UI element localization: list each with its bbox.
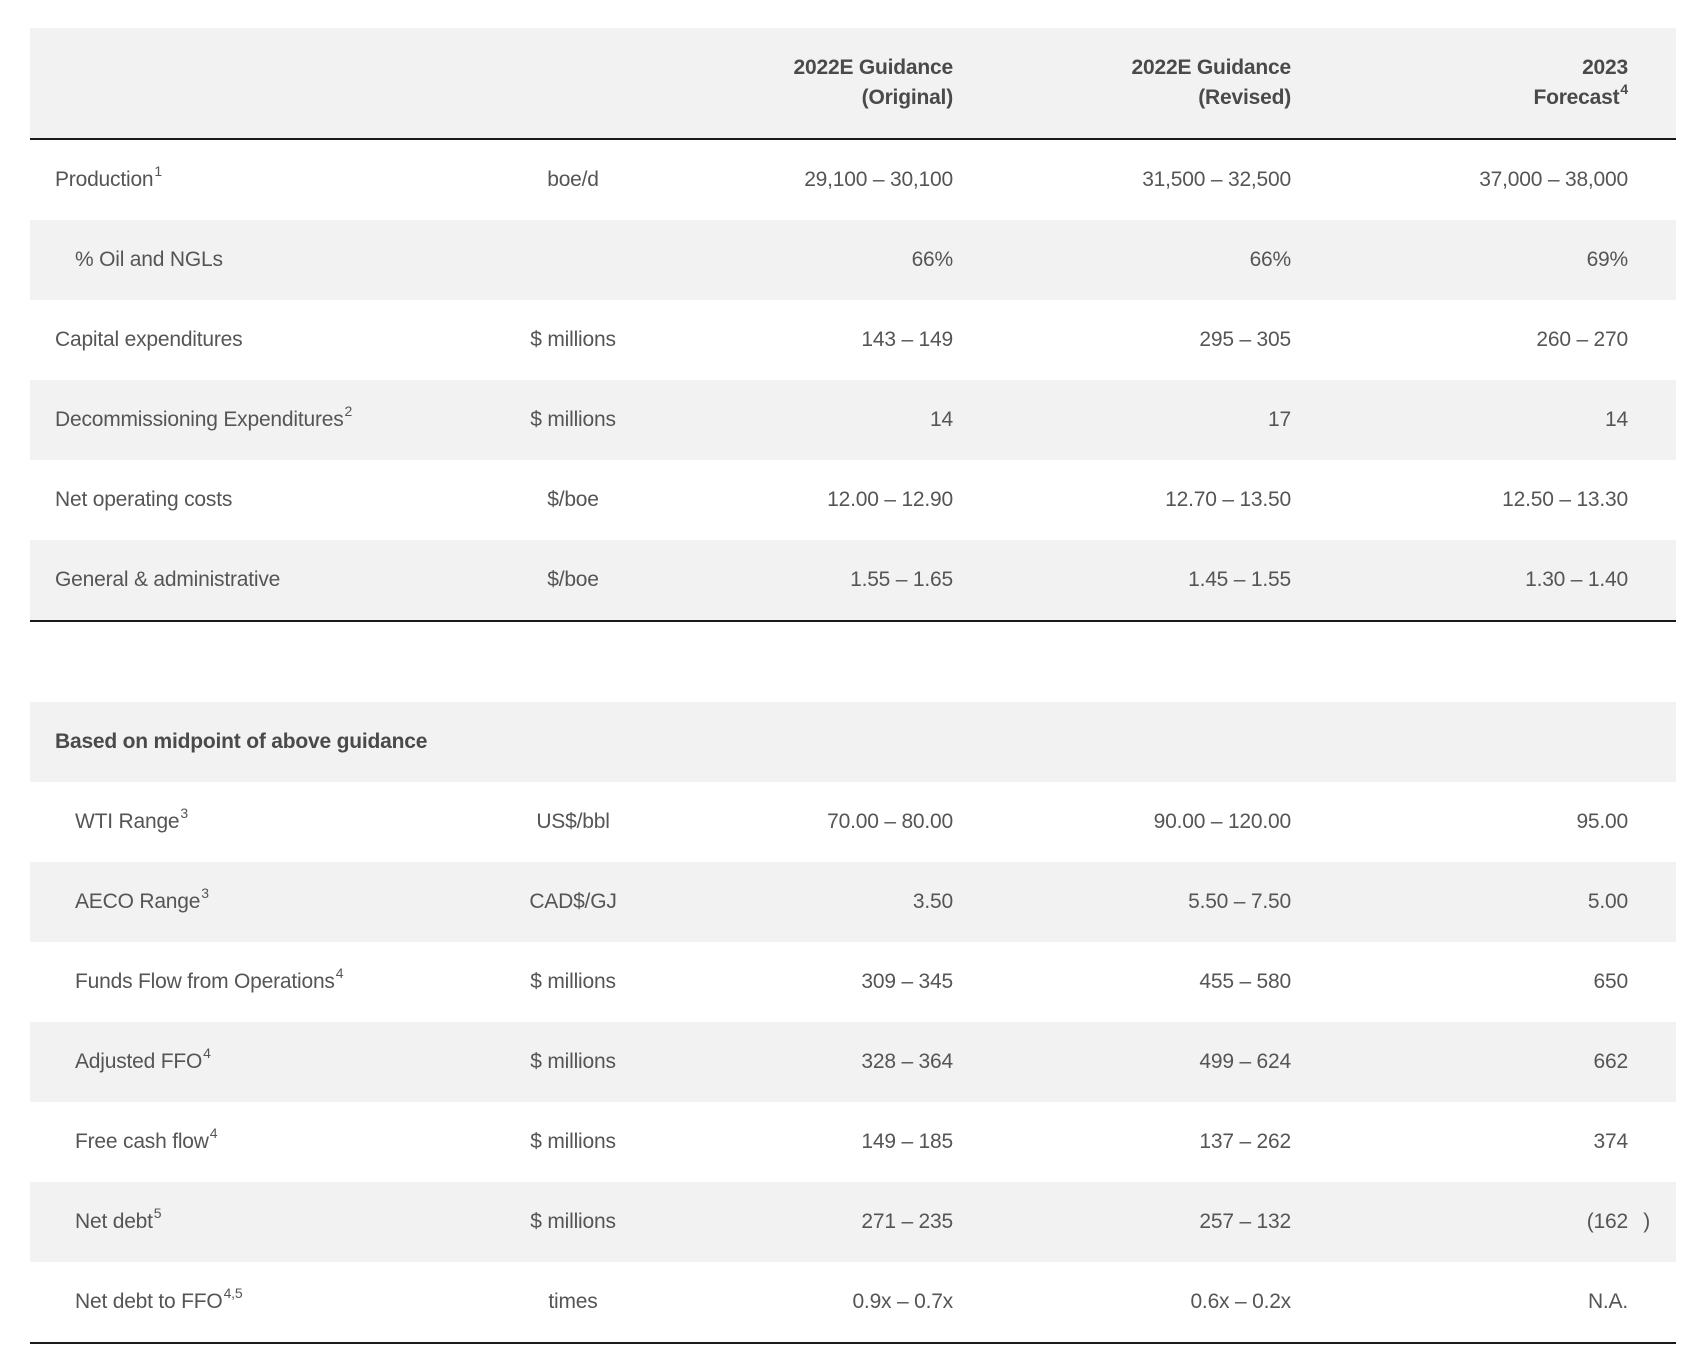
row-label: Decommissioning Expenditures$^2$ <box>30 380 470 460</box>
header-unit-cell <box>470 28 676 139</box>
table-row <box>30 782 1676 862</box>
row-revised: 0.6x – 0.2x <box>953 1262 1291 1343</box>
row-label: AECO Range$^3$ <box>30 862 470 942</box>
row-revised: 295 – 305 <box>953 300 1291 380</box>
row-unit: times <box>470 1262 676 1343</box>
row-unit: $ millions <box>470 380 676 460</box>
table-row <box>30 942 1676 1022</box>
row-original: 1.55 – 1.65 <box>676 540 953 621</box>
header-label-cell <box>30 28 470 139</box>
table-row <box>30 540 1676 621</box>
row-forecast: 650 <box>1291 942 1628 1022</box>
footnote-marker: 4,5 <box>223 1285 243 1301</box>
header-revised-line2: (Revised) <box>1198 86 1291 109</box>
row-unit: $/boe <box>470 540 676 621</box>
footnote-marker: 4 <box>209 1125 218 1141</box>
row-revised: 5.50 – 7.50 <box>953 862 1291 942</box>
row-label: % Oil and NGLs <box>30 220 470 300</box>
table-row <box>30 1262 1676 1343</box>
row-revised: 499 – 624 <box>953 1022 1291 1102</box>
table-row <box>30 1182 1676 1262</box>
footnote-marker: 3 <box>201 885 209 901</box>
row-label: General & administrative <box>30 540 470 621</box>
row-pad: ) <box>1628 1182 1676 1262</box>
header-forecast-footnote: 4 <box>1620 81 1628 97</box>
row-pad <box>1628 1022 1676 1102</box>
row-original: 29,100 – 30,100 <box>676 139 953 220</box>
row-unit: $ millions <box>470 300 676 380</box>
row-label: Production$^1$ <box>30 139 470 220</box>
row-unit <box>470 220 676 300</box>
row-original: 66% <box>676 220 953 300</box>
row-pad <box>1628 460 1676 540</box>
row-label: WTI Range$^3$ <box>30 782 470 862</box>
section-header-row <box>30 702 1676 782</box>
footnote-marker: 5 <box>153 1205 162 1221</box>
footnote-marker: 1 <box>154 163 162 179</box>
table-row <box>30 1102 1676 1182</box>
row-label: Net debt$^5$ <box>30 1182 470 1262</box>
row-pad <box>1628 942 1676 1022</box>
row-forecast: 12.50 – 13.30 <box>1291 460 1628 540</box>
row-pad <box>1628 380 1676 460</box>
section-title: Based on midpoint of above guidance <box>30 702 1676 782</box>
row-original: 328 – 364 <box>676 1022 953 1102</box>
table-header-row <box>30 28 1676 139</box>
row-original: 149 – 185 <box>676 1102 953 1182</box>
row-pad <box>1628 540 1676 621</box>
row-revised: 90.00 – 120.00 <box>953 782 1291 862</box>
row-revised: 12.70 – 13.50 <box>953 460 1291 540</box>
row-unit: $ millions <box>470 1022 676 1102</box>
row-pad <box>1628 139 1676 220</box>
header-2022e-original <box>676 28 953 139</box>
row-original: 309 – 345 <box>676 942 953 1022</box>
table-row <box>30 862 1676 942</box>
row-revised: 17 <box>953 380 1291 460</box>
row-forecast: 1.30 – 1.40 <box>1291 540 1628 621</box>
header-forecast-line2: Forecast <box>1533 86 1620 109</box>
row-revised: 257 – 132 <box>953 1182 1291 1262</box>
row-forecast: 374 <box>1291 1102 1628 1182</box>
header-forecast-line1: 2023 <box>1582 56 1628 79</box>
header-2023-forecast <box>1291 28 1628 139</box>
table-row <box>30 220 1676 300</box>
row-forecast: N.A. <box>1291 1262 1628 1343</box>
row-pad <box>1628 862 1676 942</box>
row-forecast: 14 <box>1291 380 1628 460</box>
row-pad <box>1628 1102 1676 1182</box>
row-label: Free cash flow$^4$ <box>30 1102 470 1182</box>
row-forecast: 5.00 <box>1291 862 1628 942</box>
footnote-marker: 4 <box>335 965 344 981</box>
header-2022e-revised <box>953 28 1291 139</box>
row-revised: 455 – 580 <box>953 942 1291 1022</box>
row-label: Adjusted FFO$^4$ <box>30 1022 470 1102</box>
row-unit: $ millions <box>470 1182 676 1262</box>
row-original: 0.9x – 0.7x <box>676 1262 953 1343</box>
row-original: 143 – 149 <box>676 300 953 380</box>
header-revised-line1: 2022E Guidance <box>1131 56 1291 79</box>
footnote-marker: 4 <box>203 1045 211 1061</box>
row-label: Capital expenditures <box>30 300 470 380</box>
row-forecast: 37,000 – 38,000 <box>1291 139 1628 220</box>
row-forecast: 260 – 270 <box>1291 300 1628 380</box>
table-row <box>30 380 1676 460</box>
footnote-marker: 2 <box>344 403 353 419</box>
midpoint-table <box>30 702 1676 1344</box>
row-forecast: (162 <box>1291 1182 1628 1262</box>
table-row <box>30 460 1676 540</box>
row-forecast: 69% <box>1291 220 1628 300</box>
row-original: 12.00 – 12.90 <box>676 460 953 540</box>
row-original: 271 – 235 <box>676 1182 953 1262</box>
row-revised: 137 – 262 <box>953 1102 1291 1182</box>
row-unit: CAD$/GJ <box>470 862 676 942</box>
footnote-marker: 3 <box>180 805 188 821</box>
row-unit: boe/d <box>470 139 676 220</box>
row-revised: 31,500 – 32,500 <box>953 139 1291 220</box>
row-label: Net debt to FFO$^{4,5}$ <box>30 1262 470 1343</box>
row-original: 14 <box>676 380 953 460</box>
row-original: 70.00 – 80.00 <box>676 782 953 862</box>
row-pad <box>1628 1262 1676 1343</box>
row-revised: 1.45 – 1.55 <box>953 540 1291 621</box>
row-revised: 66% <box>953 220 1291 300</box>
row-pad <box>1628 782 1676 862</box>
table-row <box>30 1022 1676 1102</box>
row-unit: US$/bbl <box>470 782 676 862</box>
row-pad <box>1628 300 1676 380</box>
row-unit: $ millions <box>470 1102 676 1182</box>
row-label: Net operating costs <box>30 460 470 540</box>
header-original-line1: 2022E Guidance <box>793 56 953 79</box>
table-row <box>30 300 1676 380</box>
row-forecast: 95.00 <box>1291 782 1628 862</box>
guidance-table <box>30 28 1676 622</box>
table-row <box>30 139 1676 220</box>
header-pad-cell <box>1628 28 1676 139</box>
row-unit: $/boe <box>470 460 676 540</box>
row-unit: $ millions <box>470 942 676 1022</box>
header-original-line2: (Original) <box>861 86 953 109</box>
row-label: Funds Flow from Operations$^4$ <box>30 942 470 1022</box>
row-forecast: 662 <box>1291 1022 1628 1102</box>
row-original: 3.50 <box>676 862 953 942</box>
row-pad <box>1628 220 1676 300</box>
